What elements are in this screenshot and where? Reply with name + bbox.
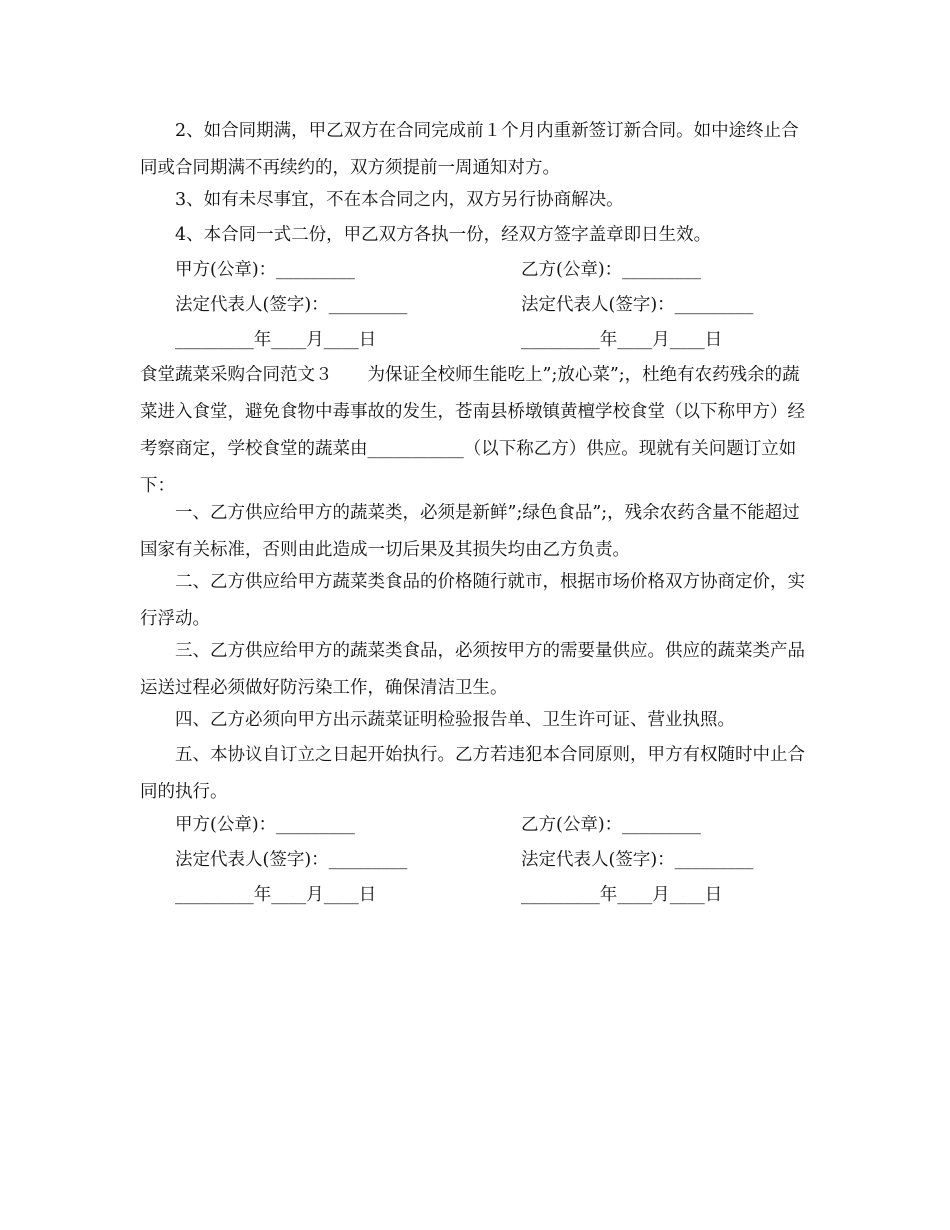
clause-one-freshness: 一、乙方供应给甲方的蔬菜类，必须是新鲜”;绿色食品”;，残余农药含量不能超过国家有关标准，否则由此造成一切后果及其损失均由乙方负责。: [140, 503, 800, 560]
party-a-seal: 甲方(公章)：_________: [175, 815, 355, 835]
party-b-seal: 乙方(公章)：_________: [521, 815, 701, 835]
party-b-representative: 法定代表人(签字)：_________: [521, 850, 754, 870]
clause-renewal: 2、如合同期满，甲乙双方在合同完成前１个月内重新签订新合同。如中途终止合同或合同期满不再续约的，双方须提前一周通知对方。: [140, 121, 799, 178]
party-b-representative: 法定代表人(签字)：_________: [521, 295, 754, 315]
clause-three-supply: 三、乙方供应给甲方的蔬菜类食品，必须按甲方的需要量供应。供应的蔬菜类产品运送过程必须做好防污染工作，确保清洁卫生。: [140, 641, 805, 698]
clause-copies: 4、本合同一式二份，甲乙双方各执一份，经双方签字盖章即日生效。: [175, 225, 712, 245]
party-a-date: _________年____月____日: [175, 330, 377, 350]
party-a-seal: 甲方(公章)：_________: [175, 260, 355, 280]
party-b-seal: 乙方(公章)：_________: [521, 260, 701, 280]
contract-3-intro: 食堂蔬菜采购合同范文３ 为保证全校师生能吃上”;放心菜”;，杜绝有农药残余的蔬菜进入食堂，避免食物中毒事故的发生，苍南县桥墩镇黄檀学校食堂（以下称甲方）经考察商定，学校食堂的蔬菜由___________（以下称乙方）供应。现就有关问题订立如下：: [140, 365, 805, 496]
party-b-date: _________年____月____日: [521, 330, 723, 350]
party-a-representative: 法定代表人(签字)：_________: [175, 850, 408, 870]
party-a-date: _________年____月____日: [175, 885, 377, 905]
clause-unresolved: 3、如有未尽事宜，不在本合同之内，双方另行协商解决。: [175, 190, 624, 210]
clause-four-certificates: 四、乙方必须向甲方出示蔬菜证明检验报告单、卫生许可证、营业执照。: [175, 710, 735, 730]
party-b-date: _________年____月____日: [521, 885, 723, 905]
clause-five-execution: 五、本协议自订立之日起开始执行。乙方若违犯本合同原则，甲方有权随时中止合同的执行。: [140, 745, 805, 802]
clause-two-pricing: 二、乙方供应给甲方蔬菜类食品的价格随行就市，根据市场价格双方协商定价，实行浮动。: [140, 572, 805, 629]
party-a-representative: 法定代表人(签字)：_________: [175, 295, 408, 315]
